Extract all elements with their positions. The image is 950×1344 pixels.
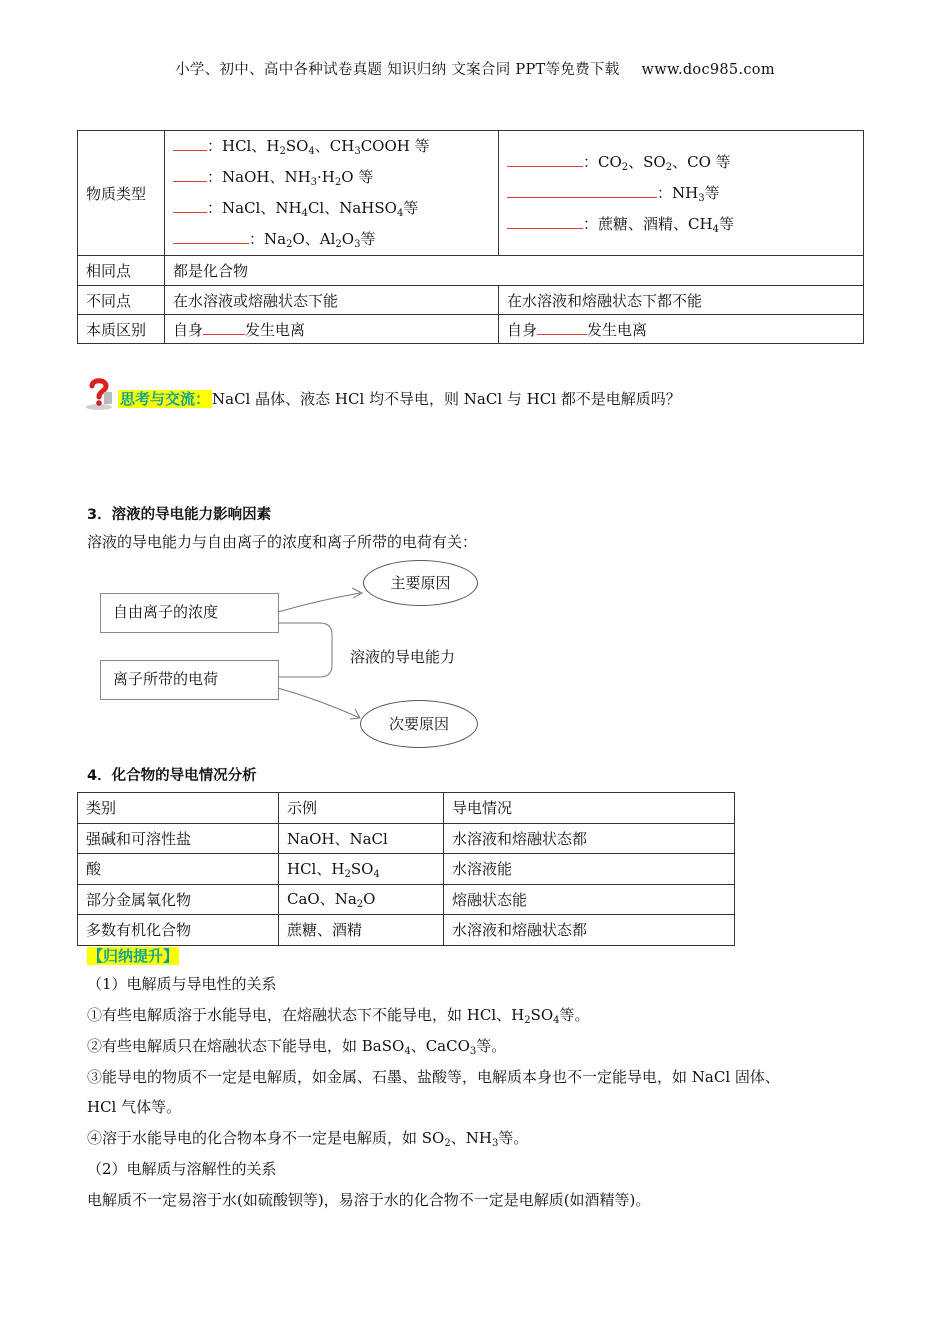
left-type-acid: ：HCl、$H_2SO_4$、$CH_3COOH$ 等 [173, 131, 490, 162]
answer-blank[interactable] [203, 321, 245, 335]
section3-title: 3．溶液的导电能力影响因素 [87, 507, 272, 523]
diff-left-cell: 在水溶液或熔融状态下能 [165, 286, 499, 315]
left-type-base: ：NaOH、$NH_3\cdot H_2O$ 等 [173, 162, 490, 193]
cell-conductivity: 水溶液和熔融状态都 [444, 823, 735, 854]
table-row [78, 915, 735, 946]
cell-conductivity: 熔融状态能 [444, 884, 735, 915]
diff-right-cell: 在水溶液和熔融状态下都不能 [499, 286, 864, 315]
diagram-center-label: 溶液的导电能力 [350, 648, 456, 666]
answer-blank[interactable] [537, 321, 587, 335]
question-mark-icon [84, 376, 114, 410]
section3-intro: 溶液的导电能力与自由离子的浓度和离子所带的电荷有关： [87, 533, 478, 551]
think-question: NaCl 晶体、液态 HCl 均不导电，则 NaCl 与 HCl 都不是电解质吗？ [212, 390, 681, 408]
electrolyte-comparison-table [77, 130, 864, 344]
cell-conductivity: 水溶液和熔融状态都 [444, 915, 735, 946]
section4-title: 4．化合物的导电情况分析 [87, 768, 257, 784]
answer-blank[interactable] [173, 137, 207, 151]
table-row [78, 854, 735, 885]
header-conductivity: 导电情况 [444, 793, 735, 824]
same-label-cell: 相同点 [78, 256, 165, 286]
think-discuss [84, 370, 681, 410]
cell-example: 蔗糖、酒精 [279, 915, 444, 946]
diff-label-cell: 不同点 [78, 286, 165, 315]
cell-category: 多数有机化合物 [78, 915, 279, 946]
answer-blank[interactable] [173, 199, 207, 213]
right-type-organic: ：蔗糖、酒精、$CH_4$等 [507, 209, 855, 240]
essence-right-cell: 自身 发生电离 [499, 315, 864, 344]
answer-blank[interactable] [507, 184, 657, 198]
left-type-oxide: ：$Na_2O$、$Al_2O_3$等 [173, 224, 490, 255]
left-types-cell [165, 131, 499, 256]
page-header [0, 58, 950, 79]
factor-box-concentration: 自由离子的浓度 [100, 593, 279, 633]
cell-conductivity: 水溶液能 [444, 854, 735, 885]
right-types-cell [499, 131, 864, 256]
type-label-cell [78, 131, 165, 256]
summary-p2-title: （2）电解质与溶解性的关系 [87, 1160, 277, 1178]
header-url[interactable]: www.doc985.com [641, 62, 775, 78]
type-label: 物质类型 [86, 184, 147, 203]
summary-p1-item1: ①有些电解质溶于水能导电，在熔融状态下不能导电，如 HCl、$H_2SO_4$等。 [87, 1006, 590, 1026]
header-example: 示例 [279, 793, 444, 824]
header-text: 小学、初中、高中各种试卷真题 知识归纳 文案合同 PPT等免费下载 [175, 62, 620, 78]
conductivity-table [77, 792, 735, 946]
answer-blank[interactable] [173, 230, 249, 244]
cell-example: HCl、$H_2SO_4$ [279, 854, 444, 885]
header-category: 类别 [78, 793, 279, 824]
right-type-nonmetal-oxide: ：$CO_2$、$SO_2$、CO 等 [507, 147, 855, 178]
summary-p2-text: 电解质不一定易溶于水(如硫酸钡等)，易溶于水的化合物不一定是电解质(如酒精等)。 [87, 1191, 651, 1209]
answer-blank[interactable] [507, 153, 583, 167]
summary-p1-item2: ②有些电解质只在熔融状态下能导电，如 BaSO$_4$、CaCO$_3$等。 [87, 1037, 507, 1057]
same-value-cell: 都是化合物 [165, 256, 864, 286]
cell-category: 酸 [78, 854, 279, 885]
summary-label-wrap [87, 944, 179, 968]
ellipse-main-reason: 主要原因 [363, 560, 478, 606]
summary-p1-title: （1）电解质与导电性的关系 [87, 975, 277, 993]
think-label: 思考与交流： [120, 390, 211, 408]
table-row [78, 823, 735, 854]
essence-label-cell: 本质区别 [78, 315, 165, 344]
cell-category: 部分金属氧化物 [78, 884, 279, 915]
essence-left-cell: 自身 发生电离 [165, 315, 499, 344]
left-type-salt: ：NaCl、$NH_4Cl$、NaHSO$_4$等 [173, 193, 490, 224]
table-row [78, 884, 735, 915]
answer-blank[interactable] [507, 215, 583, 229]
ellipse-secondary-reason: 次要原因 [360, 700, 478, 748]
answer-blank[interactable] [173, 168, 207, 182]
cell-example: CaO、$Na_2O$ [279, 884, 444, 915]
cell-example: NaOH、NaCl [279, 823, 444, 854]
summary-p1-item3-line2: HCl 气体等。 [87, 1098, 182, 1116]
summary-label: 【归纳提升】 [88, 947, 179, 965]
factor-box-charge: 离子所带的电荷 [100, 660, 279, 700]
summary-p1-item4: ④溶于水能导电的化合物本身不一定是电解质，如 $SO_2$、$NH_3$等。 [87, 1129, 529, 1149]
summary-p1-item3-line1: ③能导电的物质不一定是电解质，如金属、石墨、盐酸等，电解质本身也不一定能导电，如 NaCl 固体、 [87, 1068, 780, 1086]
cell-category: 强碱和可溶性盐 [78, 823, 279, 854]
right-type-nh3: ：$NH_3$等 [507, 178, 855, 209]
